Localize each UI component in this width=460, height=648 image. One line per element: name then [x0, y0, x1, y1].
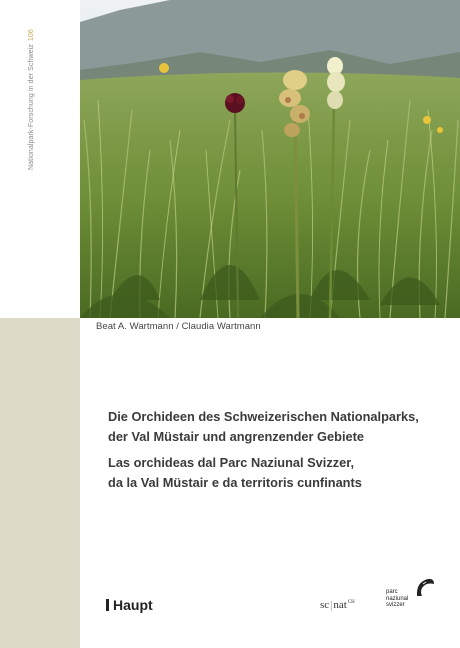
- spine-color-block: [0, 318, 80, 648]
- park-line-3: svizzer: [386, 602, 405, 609]
- cover-photo: [80, 0, 460, 318]
- ibex-horn-icon: [414, 576, 436, 598]
- park-name: [386, 589, 408, 609]
- orchid-meadow-illustration: [80, 0, 460, 318]
- title-de-line-1: Die Orchideen des Schweizerischen Nationalparks,: [108, 409, 419, 424]
- title-de-line-2: der Val Müstair und angrenzender Gebiete: [108, 429, 365, 444]
- park-line-1: parc: [386, 589, 398, 595]
- scnat-sc: sc: [320, 599, 330, 611]
- scnat-divider: |: [330, 599, 333, 611]
- publisher-logo: [106, 597, 153, 613]
- scnat-nat: nat: [333, 599, 347, 611]
- book-title: [108, 407, 453, 493]
- scnat-ch: CH: [347, 600, 355, 606]
- series-label: [28, 29, 35, 170]
- series-title: Nationalpark-Forschung in der Schweiz: [28, 44, 35, 170]
- title-rm-line-2: da la Val Müstair e da territoris cunfinants: [108, 475, 362, 490]
- park-logo: [384, 576, 444, 616]
- series-number: 106: [28, 29, 35, 42]
- spine-top: [0, 0, 80, 318]
- author-names: Beat A. Wartmann / Claudia Wartmann: [96, 321, 261, 332]
- square-bullet-icon: [106, 599, 109, 611]
- scnat-logo: [320, 599, 355, 611]
- publisher-name: Haupt: [113, 597, 153, 613]
- park-line-2: naziunal: [386, 595, 409, 602]
- title-rm-line-1: Las orchideas dal Parc Naziunal Svizzer,: [108, 455, 355, 470]
